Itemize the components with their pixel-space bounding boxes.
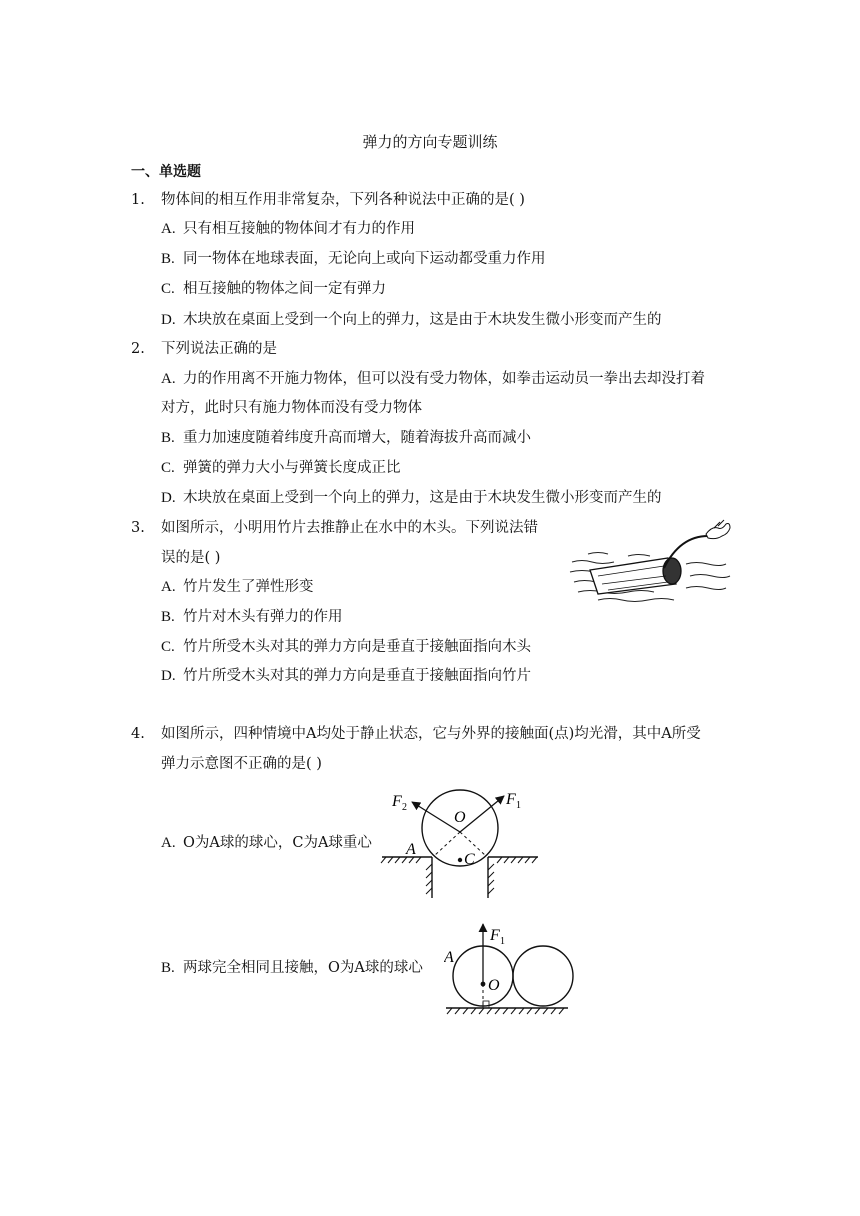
option xyxy=(161,249,546,269)
option-text: 两球完全相同且接触，O为A球的球心 xyxy=(183,960,423,976)
label-f2-sub: 2 xyxy=(402,802,407,813)
page-title: 弹力的方向专题训练 xyxy=(362,133,498,151)
question-number: 4. xyxy=(131,726,145,742)
label-o: O xyxy=(454,809,466,826)
option xyxy=(161,219,415,239)
option xyxy=(161,607,343,627)
option xyxy=(161,279,386,299)
option xyxy=(161,310,662,330)
option-letter: C. xyxy=(161,281,175,297)
option xyxy=(161,428,531,448)
option xyxy=(161,666,531,686)
label-f2: F xyxy=(392,793,402,810)
option-letter: D. xyxy=(161,312,176,328)
option-text: 竹片所受木头对其的弹力方向是垂直于接触面指向木头 xyxy=(183,639,531,655)
label-f1: F xyxy=(506,791,516,808)
figure-b-two-balls xyxy=(444,918,574,1022)
question-stem: 物体间的相互作用非常复杂，下列各种说法中正确的是( ) xyxy=(161,192,525,208)
option-letter: C. xyxy=(161,639,175,655)
label-f1-sub: 1 xyxy=(500,936,505,947)
option-text: 竹片发生了弹性形变 xyxy=(183,579,314,595)
option xyxy=(161,488,662,508)
option-letter: D. xyxy=(161,490,176,506)
label-a: A xyxy=(444,949,454,966)
question-number: 1. xyxy=(131,192,145,208)
option-letter: D. xyxy=(161,668,176,684)
option-letter: B. xyxy=(161,609,175,625)
option-text: 木块放在桌面上受到一个向上的弹力，这是由于木块发生微小形变而产生的 xyxy=(183,312,662,328)
label-f1-sub: 1 xyxy=(516,800,521,811)
option-text: 相互接触的物体之间一定有弹力 xyxy=(183,281,386,297)
label-c: C xyxy=(464,851,475,868)
label-a: A xyxy=(406,841,416,858)
question-stem: 如图所示，小明用竹片去推静止在水中的木头。下列说法错 xyxy=(161,520,538,536)
question-stem-continuation: 弹力示意图不正确的是( ) xyxy=(161,756,322,772)
option-text: O为A球的球心，C为A球重心 xyxy=(183,835,372,851)
option-text: 弹簧的弹力大小与弹簧长度成正比 xyxy=(183,460,401,476)
option xyxy=(161,833,372,853)
option xyxy=(161,369,705,389)
option xyxy=(161,637,531,657)
option-letter: A. xyxy=(161,835,176,851)
option-text: 竹片所受木头对其的弹力方向是垂直于接触面指向竹片 xyxy=(183,668,531,684)
option-letter: B. xyxy=(161,960,175,976)
question-number: 2. xyxy=(131,341,145,357)
option-text: 重力加速度随着纬度升高而增大，随着海拔升高而减小 xyxy=(183,430,531,446)
option-letter: A. xyxy=(161,579,176,595)
option-letter: B. xyxy=(161,251,175,267)
label-f1: F xyxy=(490,927,500,944)
ball-circle xyxy=(422,790,498,866)
option-text: 竹片对木头有弹力的作用 xyxy=(183,609,343,625)
section-heading: 一、单选题 xyxy=(131,164,201,180)
question-number: 3. xyxy=(131,520,145,536)
force-arrow-f2 xyxy=(412,802,460,832)
option-letter: C. xyxy=(161,460,175,476)
option-text: 只有相互接触的物体间才有力的作用 xyxy=(183,221,415,237)
figure-a-ball-in-groove xyxy=(380,788,540,902)
option-continuation: 对方，此时只有施力物体而没有受力物体 xyxy=(161,400,422,416)
option-text: 同一物体在地球表面，无论向上或向下运动都受重力作用 xyxy=(183,251,546,267)
option-letter: A. xyxy=(161,221,176,237)
option xyxy=(161,577,314,597)
question-stem: 如图所示，四种情境中A均处于静止状态，它与外界的接触面(点)均光滑，其中A所受 xyxy=(161,726,701,742)
bamboo-log-figure xyxy=(568,516,734,612)
option xyxy=(161,458,401,478)
question-stem-continuation: 误的是( ) xyxy=(161,550,221,566)
option-letter: A. xyxy=(161,371,176,387)
label-o: O xyxy=(488,977,500,994)
option-text: 木块放在桌面上受到一个向上的弹力，这是由于木块发生微小形变而产生的 xyxy=(183,490,662,506)
ball-b-circle xyxy=(513,946,573,1006)
option xyxy=(161,958,423,978)
option-text: 力的作用离不开施力物体，但可以没有受力物体，如拳击运动员一拳出去却没打着 xyxy=(183,371,705,387)
question-stem: 下列说法正确的是 xyxy=(161,341,277,357)
option-letter: B. xyxy=(161,430,175,446)
